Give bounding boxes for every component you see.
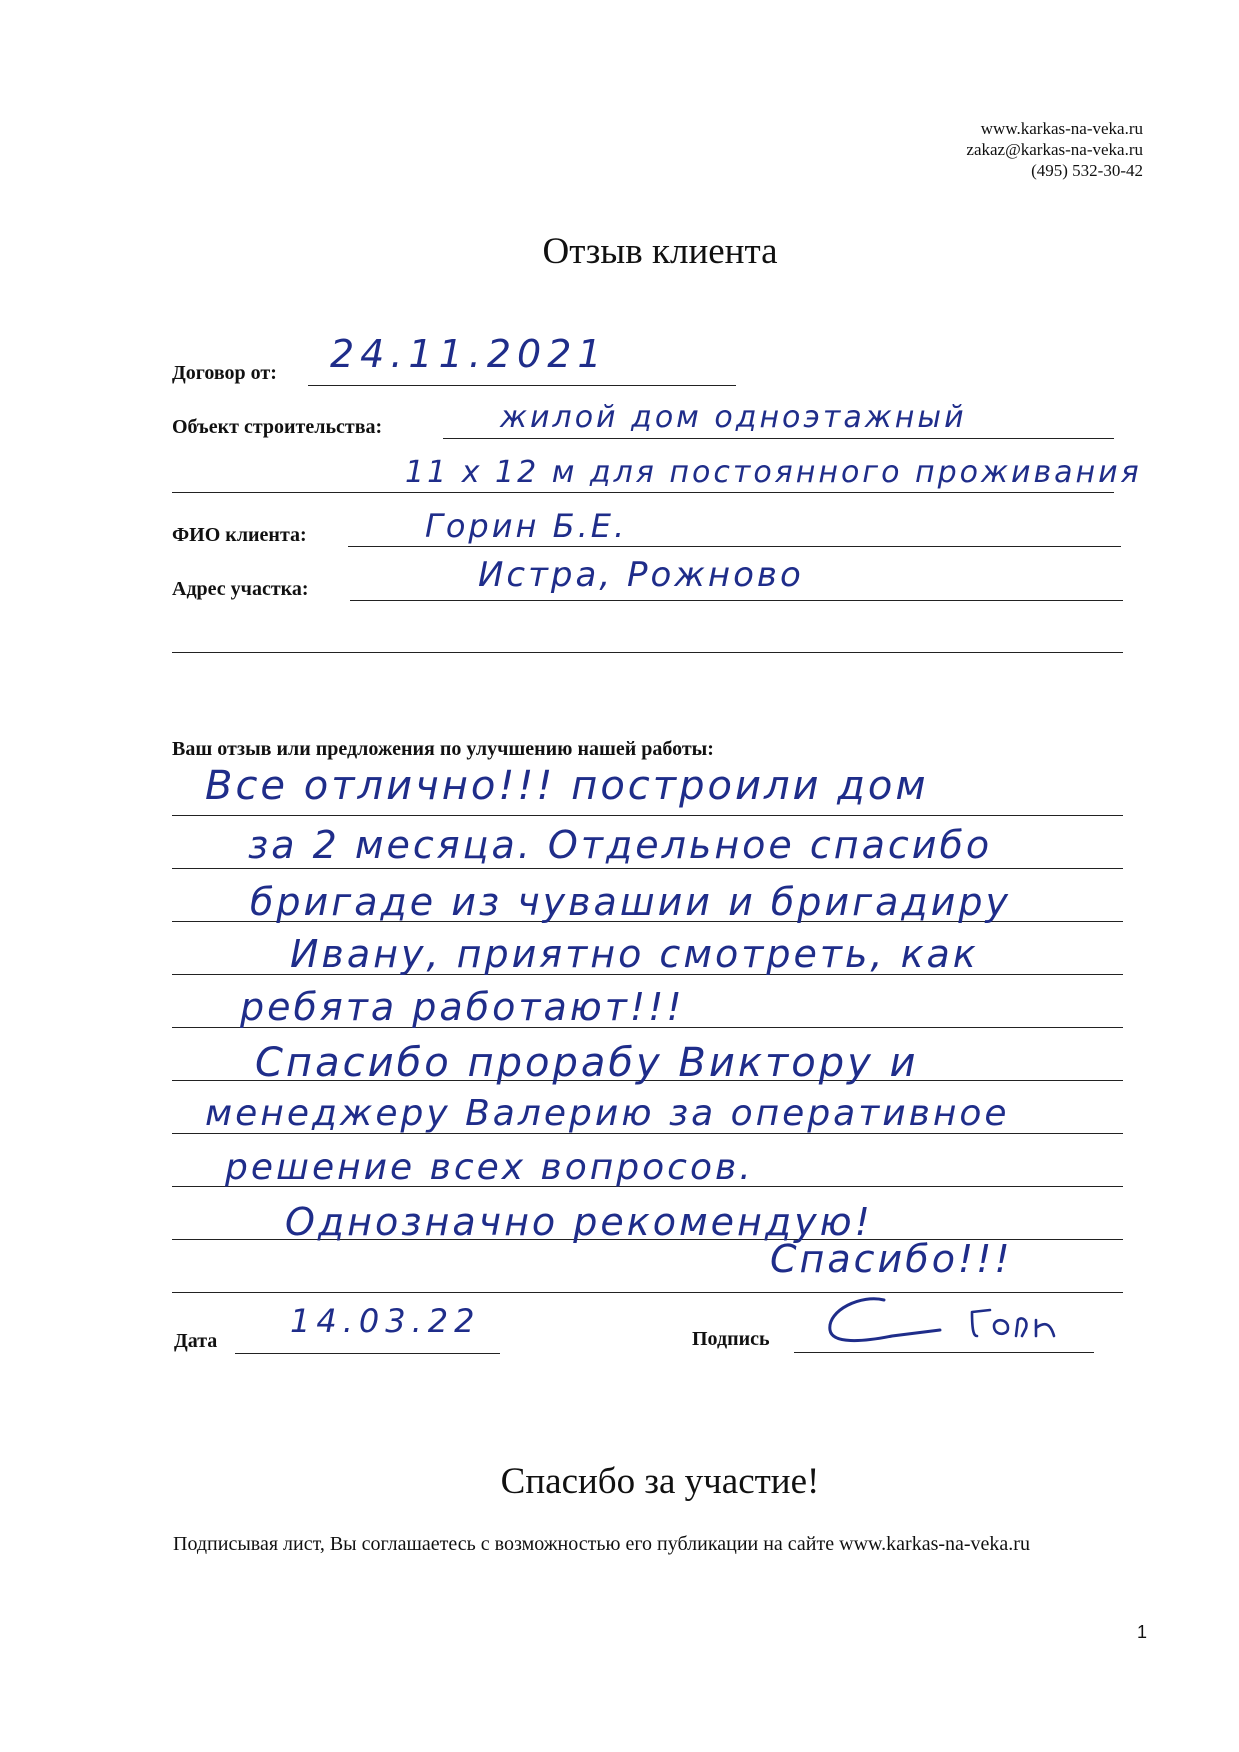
site-link: www.karkas-na-veka.ru	[980, 119, 1143, 138]
object-label: Объект строительства:	[172, 416, 383, 438]
review-line: ребята работают!!!	[240, 985, 685, 1029]
address-line-1	[350, 600, 1123, 601]
email-text: zakaz@karkas-na-veka.ru	[966, 140, 1143, 159]
page-number: 1	[1136, 1622, 1147, 1642]
contract-line	[308, 385, 736, 386]
client-label: ФИО клиента:	[172, 524, 307, 546]
review-line: Однозначно рекомендую!	[285, 1200, 873, 1244]
address-line-2	[172, 652, 1123, 653]
review-label: Ваш отзыв или предложения по улучшению нашей работы:	[172, 738, 714, 760]
publication-note: Подписывая лист, Вы соглашаетесь с возможностью его публикации на сайте www.karkas-na-veka.ru	[173, 1533, 1030, 1555]
contact-block	[966, 118, 1143, 181]
date-label: Дата	[174, 1330, 218, 1352]
handwritten-signature	[822, 1292, 1092, 1352]
client-line	[348, 546, 1121, 547]
date-value: 14.03.22	[290, 1302, 481, 1340]
phone-text: (495) 532-30-42	[1031, 161, 1143, 180]
object-value-1: жилой дом одноэтажный	[500, 400, 967, 435]
client-value: Горин Б.Е.	[425, 507, 628, 545]
review-line: бригаде из чувашии и бригадиру	[250, 880, 1011, 924]
object-value-2: 11 x 12 м для постоянного проживания	[405, 455, 1142, 490]
contract-value: 24.11.2021	[330, 332, 608, 376]
review-rule	[172, 815, 1123, 816]
review-line: Все отлично!!! построили дом	[205, 763, 929, 809]
review-line: Ивану, приятно смотреть, как	[290, 932, 979, 976]
page-title: Отзыв клиента	[542, 231, 778, 272]
object-line-1	[443, 438, 1114, 439]
review-line: решение всех вопросов.	[225, 1147, 754, 1188]
signature-label: Подпись	[692, 1328, 770, 1350]
address-label: Адрес участка:	[172, 578, 309, 600]
thanks-heading: Спасибо за участие!	[500, 1461, 820, 1502]
signature-line	[794, 1352, 1094, 1353]
review-line: Спасибо прорабу Виктору и	[255, 1040, 919, 1086]
contract-label: Договор от:	[172, 362, 277, 384]
review-line: за 2 месяца. Отдельное спасибо	[248, 823, 993, 867]
review-rule	[172, 868, 1123, 869]
review-line: менеджеру Валерию за оперативное	[205, 1093, 1010, 1134]
object-line-2	[172, 492, 1114, 493]
date-line	[235, 1353, 500, 1354]
review-line: Спасибо!!!	[770, 1237, 1013, 1281]
address-value: Истра, Рожново	[478, 555, 804, 595]
